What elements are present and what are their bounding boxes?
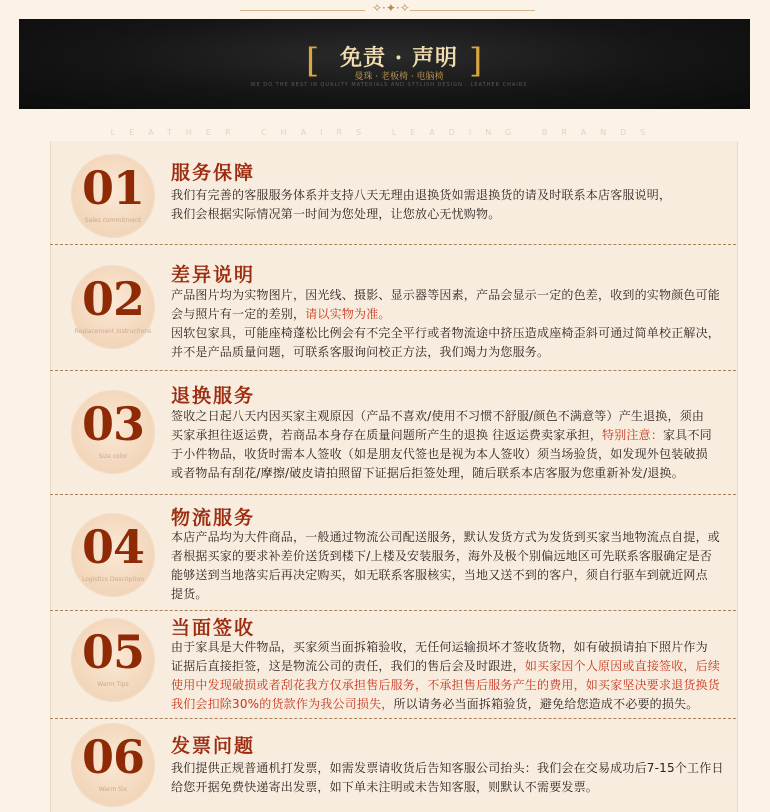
body-line: 签收之日起八天内因买家主观原因（产品不喜欢/使用不习惯不舒服/颜色不满意等）产生退换，须由 [171,409,705,423]
page-subtitle: 曼珠 · 老板椅 · 电脑椅 [354,72,444,82]
highlight-text: 请以实物为准。 [305,307,391,321]
body-line [171,676,739,695]
section-logistics [50,495,736,610]
body-line: 会与照片有一定的差别，请以实物为准。 [171,307,391,321]
section-badge-caption: Warm Six [98,786,128,793]
body-line: 能够送到当地落实后再决定购买，如无联系客服核实，当地又送不到的客户，须自行驱车到就近网点 [171,568,708,582]
banner-fine-print: WE DO THE BEST IN QUALITY MATERIALS AND STYLISH DESIGN · LEATHER CHAIRS [250,82,528,88]
body-line: 于小件物品，收货时需本人签收（如是朋友代签也是视为本人签收）须当场验货，如发现外包装破损 [171,447,708,461]
section-number-badge [72,724,154,806]
section-body [171,528,739,604]
section-number: 02 [81,272,144,326]
section-badge-caption: Replacement instructions [74,328,152,335]
section-body [171,407,739,483]
body-line: 我们会根据实际情况第一时间为您处理，让您放心无忧购物。 [171,207,501,221]
section-service-guarantee [50,141,736,244]
body-line: 给您开据免费快递寄出发票，如下单未注明或未告知客服，则默认不需要发票。 [171,780,599,794]
body-line: 本店产品均为大件商品，一般通过物流公司配送服务，默认发货方式为发货到买家当地物流点自提，或 [171,530,721,544]
section-number-badge [72,266,154,348]
highlight-text: 如买家因个人原因或直接签收，后续 [524,659,721,673]
section-number-badge [72,514,154,596]
brand-strip: LEATHER CHAIRS LEADING BRANDS [110,128,660,137]
section-title: 退换服务 [171,385,256,407]
header-banner [19,19,750,109]
section-body [171,186,739,224]
body-line: 由于家具是大件物品，买家须当面拆箱验收，无任何运输损坏才签收货物，如有破损请拍下照片作为 [171,640,708,654]
section-body [171,759,739,797]
section-number: 06 [81,730,144,784]
section-badge-caption: Logistics Description [81,576,145,583]
section-body [171,286,739,362]
body-line: 我们提供正规普通机打发票，如需发票请收货后告知客服公司抬头：我们会在交易成功后7-15个工作日 [171,761,724,775]
left-bracket-icon: [ [306,41,320,81]
ornament-line-right [410,10,535,11]
section-number-badge [72,619,154,701]
section-badge-caption: Size color [98,453,128,460]
highlight-text: 我们会扣除30%的货款作为我公司损失， [171,697,394,711]
body-line: 买家承担往返运费，若商品本身存在质量问题所产生的退换 往返运费卖家承担，特别注意：家具不同 [171,428,712,442]
body-line: 或者物品有刮花/摩擦/破皮请拍照留下证据后拒签处理，随后联系本店客服为您重新补发/退换。 [171,466,684,480]
section-number-badge [72,391,154,473]
body-line: 提货。 [171,587,208,601]
section-title: 物流服务 [171,507,256,529]
page-title: 免责 · 声明 [340,45,458,71]
section-number: 03 [81,397,144,451]
ornament-line-left [240,10,365,11]
top-ornament [0,0,770,19]
section-number: 01 [81,161,144,215]
body-line: 产品图片均为实物图片，因光线、摄影、显示器等因素，产品会显示一定的色差，收到的实物颜色可能 [171,288,721,302]
section-invoice [50,719,736,812]
highlight-text: 特别注意： [602,428,664,442]
section-title: 服务保障 [171,162,256,184]
section-badge-caption: Warm Tips [97,681,129,688]
body-line: 并不是产品质量问题，可联系客服询问校正方法，我们竭力为您服务。 [171,345,550,359]
section-badge-caption: Sales commitment [84,217,142,224]
section-number: 05 [81,625,144,679]
section-number-badge [72,155,154,237]
section-return-service [50,371,736,494]
body-line: 我们有完善的客服服务体系并支持八天无理由退换货如需退换货的请及时联系本店客服说明， [171,188,672,202]
section-title: 当面签收 [171,617,256,639]
section-in-person-signing [50,611,736,718]
highlight-text: 使用中发现破损或者刮花我方仅承担售后服务，不承担售后服务产生的费用，如买家坚决要求退货换货 [171,678,721,692]
body-line: 者根据买家的要求补差价送货到楼下/上楼及安装服务，海外及极个别偏远地区可先联系客服确定是否 [171,549,713,563]
body-line: 证据后直接拒签，这是物流公司的责任，我们的售后会及时跟进，如买家因个人原因或直接签收，后续 [171,659,721,673]
section-title: 差异说明 [171,264,256,286]
right-bracket-icon: ] [469,41,483,81]
ornament-icon: ✧·✦·✧ [372,1,410,15]
body-line: 我们会扣除30%的货款作为我公司损失，所以请务必当面拆箱验货，避免给您造成不必要的损失。 [171,697,699,711]
section-number: 04 [81,520,144,574]
section-title: 发票问题 [171,735,256,757]
section-body [171,638,739,714]
section-difference-notes [50,245,736,370]
body-line: 因软包家具，可能座椅蓬松比例会有不完全平行或者物流途中挤压造成座椅歪斜可通过简单校正解决， [171,326,721,340]
